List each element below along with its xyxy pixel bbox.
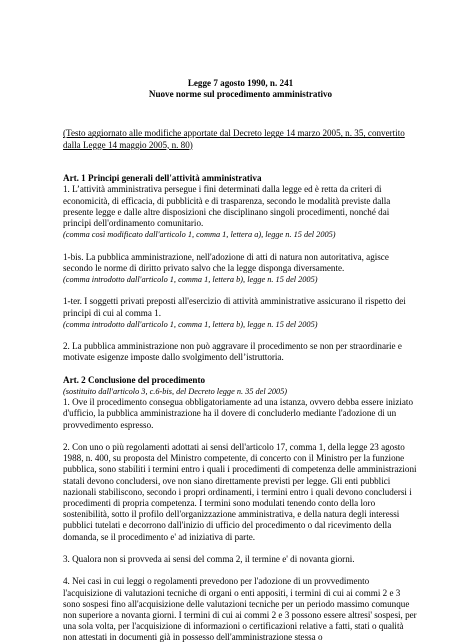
article-2 [63, 364, 418, 644]
article-2-comma-3: 3. Qualora non si provveda ai sensi del comma 2, il termine e' di novanta giorni. [63, 554, 355, 564]
article-2-comma-4: 4. Nei casi in cui leggi o regolamenti prevedono per l'adozione di un provvedimento l'acquisizione di valutazioni tecniche di organi o enti appositi, i termini di cui ai commi 2 e 3 sono sospesi fino all'acquisizione delle valutazioni tecniche per un periodo massimo comunque non superiore a novanta giorni. I termini di cui ai commi 2 e 3 possono essere altresi' sospesi, per una sola volta, per l'acquisizione di informazioni o certificazioni relative a fatti, stati o qualità non attestati in documenti già in possesso dell'amministrazione stessa o [63, 576, 417, 643]
article-1-comma-1ter-note: (comma introdotto dall'articolo 1, comma 1, lettera b), legge n. 15 del 2005) [63, 319, 318, 329]
article-1-comma-1bis-note: (comma introdotto dall'articolo 1, comma 1, lettera b), legge n. 15 del 2005) [63, 275, 318, 284]
article-1-comma-1-note: (comma così modificato dall'articolo 1, comma 1, lettera a), legge n. 15 del 2005) [63, 230, 336, 240]
article-2-title: Art. 2 Conclusione del procedimento [63, 374, 206, 385]
article-2-comma-1: 1. Ove il procedimento consegua obbligatoriamente ad una istanza, ovvero debba essere iniziato d'ufficio, la pubblica amministrazione ha il dovere di concluderlo mediante l'adozione di un provvedimento espresso. [63, 397, 413, 430]
article-1 [63, 162, 418, 364]
article-2-title-note: (sostituito dall'articolo 3, c.6-bis, del Decreto legge n. 35 del 2005) [63, 386, 288, 396]
article-1-comma-1ter: 1-ter. I soggetti privati preposti all'esercizio di attività amministrative assicurano il rispetto dei principi di cui al comma 1. [63, 296, 406, 318]
law-subtitle: Nuove norme sul procedimento amministrativo [148, 89, 333, 100]
article-2-comma-2: 2. Con uno o più regolamenti adottati ai sensi dell'articolo 17, comma 1, della legge 23 agosto 1988, n. 400, su proposta del Ministro competente, di concerto con il Ministro per la funzione pubblica, sono stabiliti i termini entro i quali i procedimenti di competenza delle amministrazioni statali devono concludersi, ove non siano direttamente previsti per legge. Gli enti pubblici nazionali stabiliscono, secondo i propri ordinamenti, i termini entro i quali devono concludersi i procedimenti di propria competenza. I termini sono modulati tenendo conto della loro sostenibilità, sotto il profilo dell'organizzazione amministrativa, e della natura degli interessi pubblici tutelati e decorrono dall'inizio di ufficio del procedimento o dal ricevimento della domanda, se il procedimento e' ad iniziativa di parte. [63, 441, 417, 542]
article-1-title: Art. 1 Principi generali dell'attività amministrativa [63, 173, 262, 184]
law-title: Legge 7 agosto 1990, n. 241 [187, 78, 294, 88]
article-1-comma-2: 2. La pubblica amministrazione non può aggravare il procedimento se non per straordinarie e motivate esigenze imposte dallo svolgimento dell’istruttoria. [63, 341, 402, 363]
update-note-link[interactable]: (Testo aggiornato alle modifiche apportate dal Decreto legge 14 marzo 2005, n. 35, convertito dalla Legge 14 maggio 2005, n. 80) [63, 128, 405, 150]
article-1-comma-1: 1. L’attività amministrativa persegue i fini determinati dalla legge ed è retta da criteri di economicità, di efficacia, di pubblicità e di trasparenza, secondo le modalità previste dalla presente legge e dalle altre disposizioni che disciplinano singoli procedimenti, nonché dai principi dell'ordinamento comunitario. [63, 184, 391, 228]
article-1-comma-1bis: 1-bis. La pubblica amministrazione, nell'adozione di atti di natura non autoritativa, agisce secondo le norme di diritto privato salvo che la legge disponga diversamente. [63, 251, 389, 273]
